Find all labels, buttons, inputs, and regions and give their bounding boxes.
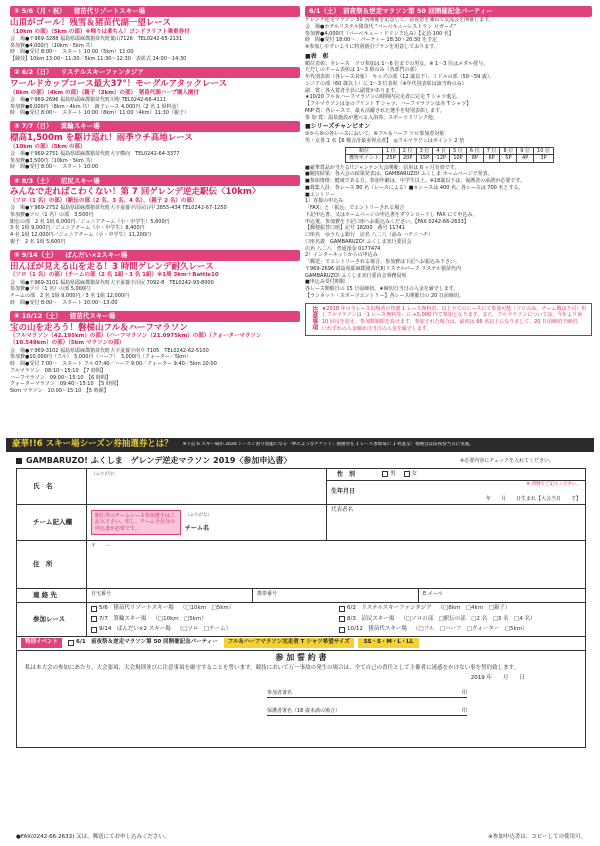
detail-line: ②から⑥の各レースにおいて、⑥フル＆ハーフ ソロ参加者対象	[305, 131, 445, 138]
race-distance-options[interactable]: （□ソロの部 □駅伝の部 □2 名 □3 名 □4 名）	[400, 615, 536, 622]
race-venue: 沼尻スキー場	[361, 615, 395, 622]
detail-line: 時 間●受付 18:00～ パーティー 18:30～20:30 を予定	[305, 37, 437, 44]
event-subtitle: （ソロ（1 名）の部）（チームの部（2 名 1組・3 名 1組）※1周 3km＋Battle10	[10, 272, 219, 279]
race-date: 9/14	[99, 626, 117, 633]
address-row	[17, 541, 585, 589]
points-cell: 3P	[534, 155, 554, 163]
male-option[interactable]: 男	[382, 471, 396, 478]
event-detail: 3 名 1組 9,000円／ジュニアチーム（小・中学生）8,400円	[10, 225, 145, 232]
points-header-cell: 9 位	[517, 147, 534, 155]
race-date: 6/2	[347, 605, 362, 612]
detail-line: ただしのチーム表彰は 1～3 組のみ（各部門の部）	[305, 67, 420, 74]
detail-line: 男・女各 1 名【6 戦合計最多得点者】 ◎フルマラソンはポイント 2 倍	[305, 137, 465, 144]
race-venue: ばんだい×2 スキー場	[116, 626, 171, 633]
event-venue: 箕輪スキー場	[60, 122, 100, 131]
detail-line: 店名 八二八 普通預金 0177474	[305, 245, 381, 252]
notice-text: ★2018 年の全レース出場者の皆割 1 レース無料券、以上全てのレースにて参加可能（ソロのみ、チーム戦は不可）但しフルマラソンは「1 レース無料券」に +5,000 円で参加となります。また、フルマラソンについては、今年より第 10 回目を迎え、参加数制限を設けます。参加された場合は、最初は 66 名以上になりまして、20 日前締切で締切。いれずれの入金締め日当日の入金を厳守します。	[321, 305, 587, 332]
event-detail: 参加費●4,000円（10km・5km 共）	[10, 42, 96, 49]
detail-line: 会 場●ホテルリステル猪苗代 "バーベキューレストラン ロガーズ"	[305, 23, 456, 30]
entry-guide	[305, 165, 592, 300]
event-detail: 会 場●〒969-2696 福島県耶麻郡猪苗代町川桁 TEL0242-66-4111	[10, 96, 167, 103]
team-row	[17, 505, 585, 541]
event-title: ワールドカップコース最大37°！モーグルアタックレース	[10, 78, 228, 89]
detail-line: 「郵送」でエントリーされる場合、参加費は下記へお振込み下さい。	[305, 259, 461, 266]
points-header-cell: 2 位	[399, 147, 416, 155]
form-note: ※必要内容にチェックを入れてください。	[460, 458, 555, 464]
race-venue: 猪苗代リゾートスキー場	[113, 605, 174, 612]
event-date: ③ 7/7（日）	[14, 122, 53, 131]
race-date: 8/3	[347, 615, 362, 622]
race-checkbox[interactable]	[91, 627, 97, 633]
event-detail: 【競技】10km 13:00～11:30／5km 11:30～12:30 表彰式 14:00～14:30	[10, 56, 187, 63]
event-header	[10, 250, 300, 261]
event-detail: 参加費●ソロ（1 名）の部 5,000円	[10, 286, 91, 293]
points-cell: 8P	[466, 155, 483, 163]
sex-label: 性 別	[337, 470, 356, 478]
points-header-cell: 4 位	[433, 147, 450, 155]
event-detail: チームの部 2 名 1組 9,000円／3 名 1組 12,000円	[10, 293, 130, 300]
event-date: ④ 8/3（土）	[14, 176, 53, 185]
detail-line: 【郵便振替口座】記号 18200 番号 11741	[305, 225, 405, 232]
race-checkbox[interactable]	[91, 616, 97, 622]
address-field[interactable]: 〒 －	[91, 543, 112, 549]
event-date: ② 6/2（日）	[14, 68, 53, 77]
event-subtitle: （8km の部）（4km の部）（親子（2km）の部） 猪苗代湖ハーブ園入園付	[10, 89, 199, 96]
detail-line: 1）直接の申込み	[305, 198, 344, 205]
race-row	[17, 603, 585, 637]
shirt-label: フル＆ハーフマラソン完走者 T シャツ希望サイズ	[224, 638, 354, 647]
detail-line: 口座名 ゆうちょ銀行 店名 八二八（読み ハチニハチ）	[305, 232, 433, 239]
pledge-title: 参 加 誓 約 書	[275, 653, 327, 662]
event-detail: クォーターマラソン 09:40～15:10 【5 時間】	[10, 381, 121, 388]
points-cell: 25P	[383, 155, 400, 163]
event-title: 標高1,500m を駆け巡れ！雨季ウチ高地レース	[10, 133, 193, 144]
detail-line: ■募集人員：各レース 80 名（レースによる）■６レースは 400 名、各レースは 700 名とする。	[305, 184, 524, 191]
points-header-cell: 7 位	[483, 147, 500, 155]
race-label: 参加レース	[17, 603, 87, 636]
detail-line: ■豪華賞品が当たる!!ジャンケン大会開催：信用は 6 ヶ月有効です。	[305, 164, 460, 171]
detail-line: 参加費●4,000円（バーベキュー・ドリンク込み）【定員 100 名】	[305, 30, 454, 37]
race-option[interactable]	[91, 625, 333, 635]
race-option[interactable]	[91, 614, 333, 624]
party-details	[305, 17, 592, 51]
race-date: 10/12	[347, 626, 369, 633]
event-detail: 時 間●受付 8:00～ スタート 10:00（8km）11:00（4km）11:30（親子）	[10, 110, 189, 117]
event-block	[10, 67, 300, 117]
detail-line: 【フルマラソンは金のプリント T シャツ、ハーフマラソンは赤 T シャツ】	[305, 101, 472, 108]
event-detail: 会 場●〒969-3288 福島県耶麻郡猪苗代町葉山7126 TEL0242-65-2131	[10, 35, 183, 42]
race-checkbox[interactable]	[339, 606, 345, 612]
detail-line: 2）インターネットからの申込み	[305, 252, 378, 259]
events-column	[10, 6, 300, 399]
event-title: 田んぼが見える山を走る！3 時間ゲレンデ耐久レース	[10, 261, 214, 272]
event-detail: 参加費●10,000円（フル） 5,000円（ハーフ） 3,000円（クォーター／5km）	[10, 354, 191, 361]
banner-title: 豪華!!6 スキー場シーズン券抽選券とは？	[12, 439, 173, 450]
event-block	[10, 121, 300, 171]
detail-line: ■エントリー	[305, 191, 335, 198]
notice-box	[305, 303, 592, 336]
event-header	[10, 121, 300, 132]
points-table	[345, 147, 554, 163]
event-header	[10, 175, 300, 186]
event-detail: 4 名 1組 12,000円／ジュニアチーム（小・中学生）11,200円	[10, 232, 152, 239]
event-venue: ばんだい×2スキー場	[65, 250, 128, 259]
shirt-size-options[interactable]: SS・S・M・L・LL	[358, 638, 420, 647]
race-option[interactable]	[339, 604, 581, 614]
special-text: 6/1 前夜祭＆逆走マラソン第 50 回開催記念パーティー	[76, 639, 218, 646]
race-checkbox[interactable]	[339, 627, 345, 633]
detail-line: MIP 賞：各レースで、最も活躍された選手を特別表彰します。	[305, 107, 445, 114]
series-title: ■シリーズチャンピオン	[305, 123, 371, 131]
race-distance-options[interactable]: （□8km □4km □親子）	[437, 605, 511, 612]
points-cell: 10P	[450, 155, 467, 163]
detail-line: ■競技結果：各大会の結果発表は、GAMBARUZO! ふくしま ホームページで発表。	[305, 171, 493, 178]
team-label: チーム記入欄	[17, 505, 87, 540]
event-detail: 会 場●〒969-3101 福島県耶麻郡猪苗代町大字蚕養字沼尻 7092-8 TEL0242-93-8000	[10, 279, 214, 286]
event-detail: 会 場●〒969-2751 福島県耶麻郡猪苗代町大字横向 TEL0242-64-3377	[10, 150, 180, 157]
detail-line: GAMBARUZO! ふくしま実行委員会事務局宛	[305, 272, 407, 279]
event-detail: 参加費●3,500円（10km・5km 共）	[10, 157, 96, 164]
banner-note: ※下記 6 スキー場が 2020 シーズン滑り放題になる「夢のようなチケット」抽選券を 1 レース参加毎に 1 枚進呈！抽選会は前夜祭当日に実施。	[182, 442, 474, 448]
event-block	[10, 250, 300, 307]
event-block	[10, 311, 300, 395]
detail-line: 「FAX」と「振込」でエントリーされる場合	[305, 205, 405, 212]
female-option[interactable]: 女	[404, 471, 418, 478]
race-option[interactable]	[91, 604, 333, 614]
footer-left: ●FAX(0242-66-2633) 又は、郵送にてお申し込みください。	[16, 834, 170, 840]
award-title: ■表 彰	[305, 52, 329, 60]
address-label: 住 所	[17, 541, 87, 588]
event-venue: リステルスキーファンタジア	[60, 68, 144, 77]
race-checkbox[interactable]	[91, 606, 97, 612]
points-header-cell: 1 位	[383, 147, 400, 155]
detail-line: ★10/20 フル＆ハーフマラソンの時間内完走者に完走 T シャツ進呈。	[305, 94, 462, 101]
event-venue: 猪苗代リゾートスキー場	[73, 7, 146, 16]
contact-label: 連 絡 先	[17, 589, 87, 602]
event-detail: 時 間●受付 8:00～ スタート 10:00	[10, 164, 99, 171]
event-detail: 参加費●ソロ（1 名）の部 3,500円	[10, 211, 94, 218]
event-detail: フルマラソン 08:10～15:10 【7 時間】	[10, 367, 106, 374]
detail-line: 申込後、参加費を下記口座へお振込みください。【FAX 0242-66-2633】	[305, 218, 469, 225]
square-bullet-icon	[16, 458, 22, 464]
points-cell: 6P	[483, 155, 500, 163]
event-header	[10, 311, 300, 322]
event-date: ① 5/6（月・祝）	[14, 7, 66, 16]
event-subtitle: （10km の部）（5km の部）	[10, 143, 86, 150]
participant-signature[interactable]: 参加者署名 印	[267, 686, 467, 698]
special-row	[17, 637, 585, 651]
race-distance-options[interactable]: （□ソロ □チーム）	[176, 626, 232, 633]
birth-field[interactable]: 年 月 日生まれ【大会当日 才】	[485, 495, 581, 502]
team-name-field[interactable]: チーム名	[185, 524, 210, 532]
race-option[interactable]	[339, 614, 581, 624]
detail-line: ■参加資格：健康である方。参加年齢は、中学生以上。※18歳以下は、保護者の承諾が必要です。	[305, 178, 525, 185]
birth-label: 生年月日	[331, 487, 356, 495]
detail-line: ※参加しやすいように特別割引プランを用意しております。	[305, 44, 439, 50]
event-title: 宝の山を走ろう！磐梯山フル＆ハーフマラソン	[10, 322, 188, 333]
points-cell: 5P	[500, 155, 517, 163]
event-detail: 会 場●〒969-3102 福島県耶麻郡猪苗代町大字蚕養字南ウ 7105 TEL0242-62-5100	[10, 347, 209, 354]
race-date: 5/6	[99, 605, 114, 612]
mobile-phone-field[interactable]: 携帯番号	[253, 589, 419, 602]
detail-line: ■申込み受付期間	[305, 279, 345, 286]
birth-note: ※ 西暦でご記入ください。	[526, 482, 581, 487]
footer-right: ※参加申込書は、コピーしての使用可。	[488, 834, 586, 840]
event-detail: 時 間●受付 7:00～ スタート フル 07:40／ハーフ 9:00／クォーター 9:40／5km 10:00	[10, 361, 217, 368]
event-venue: 沼尻スキー場	[60, 176, 100, 185]
pledge-text: 私は本大会の参加にあたり、大会要項、大会規則並びに注意事項を厳守することを誓います。競技において万一事故の発生の場合は、全て自己の責任として主催者に迷惑をかけない事を誓約致します。	[25, 665, 520, 672]
party-checkbox[interactable]	[68, 640, 74, 646]
female-checkbox[interactable]	[404, 471, 410, 477]
event-detail: 5km マラソン 10:00～15:10 【5 時間】	[10, 388, 109, 395]
event-date: ⑥ 10/12（土）	[14, 311, 62, 320]
team-note: 駅伝等のチームレース参加選手はご記入下さい。但し、チーム全員分の申込書が必要です。	[91, 510, 181, 536]
event-header	[10, 6, 300, 17]
event-detail: 親子 2 名 1組 5,600円	[10, 238, 66, 245]
contact-row	[17, 589, 585, 603]
race-options	[87, 603, 585, 636]
race-distance-options[interactable]: （□10km □5km）	[179, 605, 235, 612]
race-date: 7/7	[99, 615, 114, 622]
points-header-cell: 10 位	[534, 147, 554, 155]
sex-birth-cell	[327, 469, 585, 504]
pledge-date[interactable]: 2019 年 月 日	[470, 675, 525, 682]
event-block	[10, 175, 300, 245]
event-title: みんなで走ればこわくない！第 7 回ゲレンデ逆走駅伝〈10km〉	[10, 187, 261, 198]
detail-line: 年代別表彰（各レース対象） キッズの部（12 歳以下）、ミドルの部（50～59 歳）、	[305, 74, 495, 81]
detail-line: 下記申込書、又はホームページの申込書をダウンロードし FAX にて申込み。	[305, 211, 478, 218]
lottery-banner	[6, 438, 594, 452]
event-subtitle: （ソロ（1 名）の部）（駅伝の部（2 名、3 名、4 名）、（親子 2 名）の部）	[10, 197, 198, 204]
guardian-signature[interactable]: 保護者署名（18 歳未満の場合） 印	[267, 704, 467, 716]
points-header-cell: 6 位	[466, 147, 483, 155]
event-title: 山頂がゴール！残雪＆猪苗代湖一望レース	[10, 18, 171, 28]
form-title: GAMBARUZO! ふくしま ゲレンデ逆走マラソン 2019〈参加申込書〉	[16, 456, 446, 466]
event-header	[10, 67, 300, 78]
points-header-cell: 順位	[346, 147, 383, 155]
race-checkbox[interactable]	[339, 616, 345, 622]
detail-line: 各レース開催日の 15 日前締切。★締切日当日の入金を厳守します。	[305, 286, 459, 293]
detail-line: 副 賞：各入賞者全員に副賞があります。	[305, 87, 400, 94]
points-cell: 獲得ポイント	[346, 155, 383, 163]
representative-field[interactable]: 代表者名	[331, 507, 354, 513]
event-venue: 猪苗代スキー場	[69, 311, 116, 320]
name-row	[17, 469, 585, 505]
email-field[interactable]: E メール	[423, 591, 443, 597]
event-block	[10, 6, 300, 63]
info-column	[305, 6, 592, 336]
event-detail: ハーフマラソン 09:00～15:10 【6 時間】	[10, 374, 111, 381]
team-cell: 駅伝等のチームレース参加選手はご記入下さい。但し、チーム全員分の申込書が必要です。 （ふりがな） チーム名	[87, 505, 327, 540]
application-form	[16, 468, 586, 748]
points-cell: 20P	[399, 155, 416, 163]
pledge-section	[17, 651, 585, 747]
event-detail: 時 間●受付 8:00～ スタート 10:00（5km）11:00	[10, 49, 134, 56]
name-field[interactable]: （ふりがな）	[87, 469, 327, 504]
race-venue: リステルスキーファンタジア	[361, 605, 432, 612]
points-cell: 4P	[517, 155, 534, 163]
detail-line: 〒969-2696 福島県耶麻郡猪苗代町リステルパーク リステル猪苗代内	[305, 265, 462, 272]
points-header-cell: 5 位	[450, 147, 467, 155]
points-header-cell: 3 位	[416, 147, 433, 155]
race-venue: 猪苗代スキー場	[368, 626, 407, 633]
event-date: ⑤ 9/14（土）	[14, 250, 58, 259]
home-phone-field[interactable]: 自宅番号	[87, 589, 253, 602]
detail-line: 参 加 賞：温泉施設が選べる入浴券、スポーツドリンク他。	[305, 114, 438, 121]
detail-line: シニアの部（60 歳以上）に 1～3 位表彰（※年代別表彰は該当時のみ）	[305, 80, 467, 87]
special-tag: 特別イベント	[21, 638, 62, 647]
male-checkbox[interactable]	[382, 471, 388, 477]
detail-line: 順位表彰：全レース ソロ参加は 1～6 位までの男女。※ 1～3 位はメダル授与。	[305, 60, 489, 67]
award-details	[305, 61, 592, 122]
points-cell: 12P	[433, 155, 450, 163]
party-header: 6/1（土） 前夜祭＆逆走マラソン第 50 回開催記念パーティー	[305, 6, 592, 17]
race-option[interactable]	[339, 625, 581, 635]
detail-line: 口座名義 GAMBARUZO! ふくしま実行委員会	[305, 238, 412, 245]
race-distance-options[interactable]: （□10km □5km）	[152, 615, 207, 622]
event-detail: 会 場●〒969-2752 福島県耶麻郡猪苗代町大字蚕養字沼尻山甲 2855-434 TEL0242-67-1250	[10, 205, 227, 212]
event-detail: 駅伝の部 2 名 1組 6,000円／ジュニアチーム（小・中学生）5,600円	[10, 218, 170, 225]
event-subtitle: （10km の部）（5km の部）※帰りは楽ちん！ゴンドラリフト乗車券付	[10, 28, 190, 35]
race-distance-options[interactable]: （□フル □ハーフ □クォーター □5km）	[412, 626, 528, 633]
footer	[16, 834, 586, 841]
event-detail: 参加費●6,000円（8km・4km 共） 親子レース 4,000円（2 名 1 組料金）	[10, 103, 182, 110]
points-header-cell: 8 位	[500, 147, 517, 155]
event-subtitle: （フルマラソン（42.195km）の部）（ハーフマラソン（21.0975km）の部）（クォーターマラソン（10.549km）の部）（5km マラソンの部）	[10, 333, 262, 347]
race-venue: 箕輪スキー場	[113, 615, 147, 622]
name-label: 氏 名	[17, 469, 87, 504]
points-cell: 15P	[416, 155, 433, 163]
detail-line: 【ランネット・スポーツエントリー】各レース開催日の 20 日前締切。	[305, 292, 464, 299]
detail-line: ゲレンデ逆走マラソン 50 回開催を記念して、前夜祭を兼ねて交流会を開催します。	[305, 17, 494, 23]
event-detail: 時 間●受付 8:00～ スタート 10:00～13:00	[10, 299, 118, 306]
notice-tag: 注意事項	[310, 305, 318, 330]
series-details	[305, 131, 592, 145]
